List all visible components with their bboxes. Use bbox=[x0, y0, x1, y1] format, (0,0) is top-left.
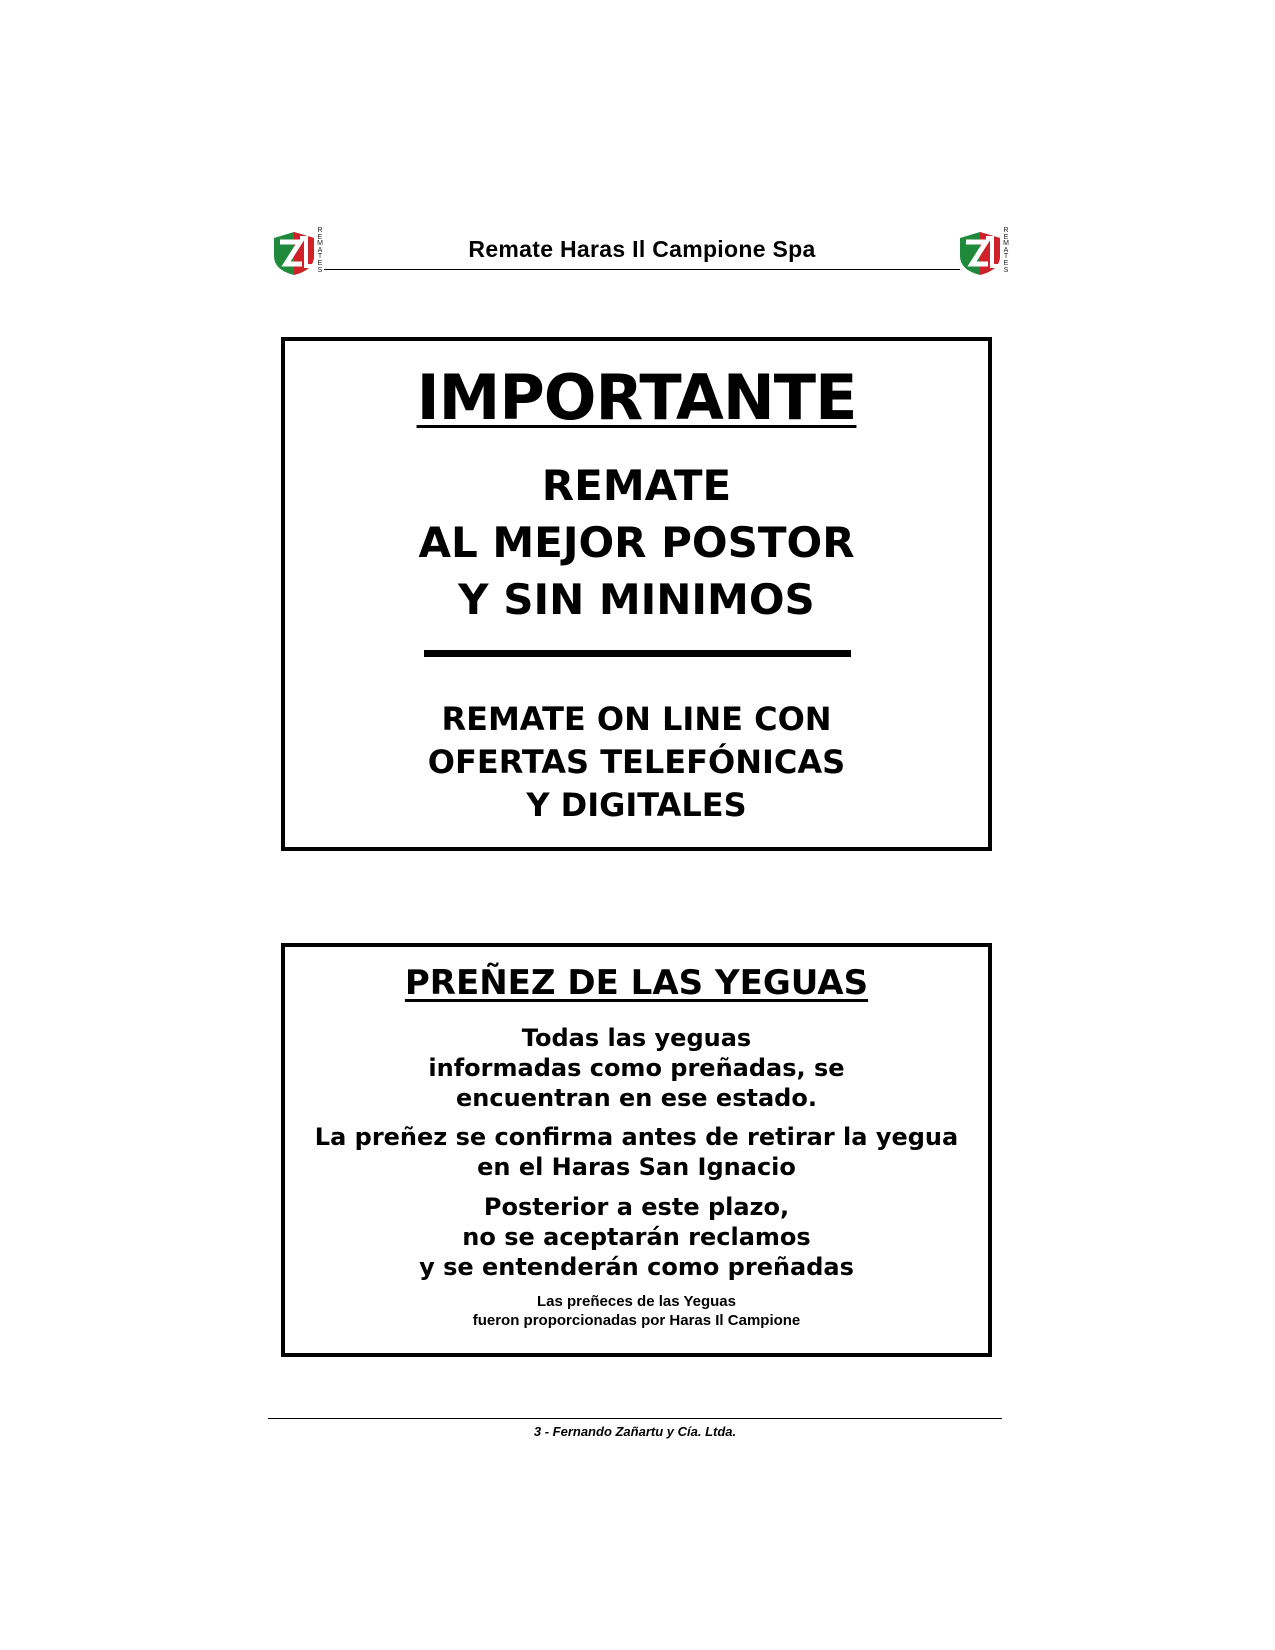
text-line: encuentran en ese estado. bbox=[456, 1084, 817, 1112]
remate-line: AL MEJOR POSTOR bbox=[418, 518, 855, 567]
prenez-paragraph-3 bbox=[285, 1192, 988, 1282]
online-line: OFERTAS TELEFÓNICAS bbox=[427, 743, 846, 781]
prenez-notice-box bbox=[281, 943, 992, 1357]
text-line: Todas las yeguas bbox=[521, 1024, 752, 1052]
text-line: La preñez se confirma antes de retirar la yegua bbox=[314, 1123, 959, 1151]
text-line: informadas como preñadas, se bbox=[428, 1054, 845, 1082]
importante-notice-box bbox=[281, 337, 992, 851]
online-line: Y DIGITALES bbox=[526, 786, 747, 824]
remates-logo-icon bbox=[958, 228, 1012, 278]
remate-terms bbox=[285, 457, 988, 628]
text-line: y se entenderán como preñadas bbox=[419, 1253, 854, 1281]
note-line: Las preñeces de las Yeguas bbox=[536, 1293, 736, 1310]
prenez-paragraph-1 bbox=[285, 1023, 988, 1113]
header-title: Remate Haras Il Campione Spa bbox=[468, 236, 816, 262]
remate-line: REMATE bbox=[541, 461, 732, 510]
remate-line: Y SIN MINIMOS bbox=[458, 575, 815, 624]
header-rule bbox=[324, 269, 960, 270]
text-line: no se aceptarán reclamos bbox=[462, 1223, 811, 1251]
page-footer: 3 - Fernando Zañartu y Cía. Ltda. bbox=[533, 1424, 737, 1439]
remates-logo-icon bbox=[272, 228, 326, 278]
text-line: en el Haras San Ignacio bbox=[477, 1153, 796, 1181]
prenez-title: PREÑEZ DE LAS YEGUAS bbox=[404, 963, 869, 1003]
note-line: fueron proporcionadas por Haras Il Campione bbox=[472, 1312, 801, 1329]
prenez-paragraph-2 bbox=[285, 1122, 988, 1182]
importante-title: IMPORTANTE bbox=[416, 361, 857, 434]
logo-text: R E M A T E S bbox=[1003, 227, 1009, 274]
page-header bbox=[272, 228, 1012, 280]
logo-text: R E M A T E S bbox=[317, 227, 323, 274]
online-terms bbox=[285, 698, 988, 827]
divider bbox=[424, 650, 851, 657]
footer-rule bbox=[268, 1418, 1002, 1419]
online-line: REMATE ON LINE CON bbox=[441, 700, 832, 738]
text-line: Posterior a este plazo, bbox=[483, 1193, 790, 1221]
prenez-source-note bbox=[285, 1292, 988, 1330]
